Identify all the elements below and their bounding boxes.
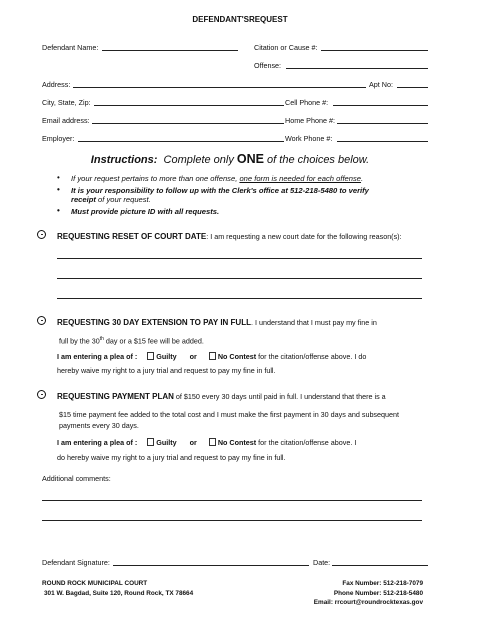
signature-label: Defendant Signature: (42, 558, 110, 567)
reason-line-2[interactable] (57, 278, 422, 279)
date-label: Date: (313, 558, 331, 567)
section2-guilty-label: Guilty (156, 352, 177, 361)
address-label: Address: (42, 80, 71, 89)
citation-field[interactable] (321, 50, 428, 51)
section2-line2 (59, 336, 204, 345)
section2-heading-line (57, 318, 377, 327)
bullet-3 (57, 206, 220, 216)
work-phone-field[interactable] (337, 141, 428, 142)
city-field[interactable] (94, 105, 284, 106)
reason-line-1[interactable] (57, 258, 422, 259)
work-phone-label: Work Phone #: (285, 134, 333, 143)
apt-label: Apt No: (369, 80, 393, 89)
section3-heading-line (57, 392, 386, 401)
bullet-1 (57, 173, 364, 183)
bullet-2-receipt: receipt (71, 195, 96, 204)
citation-label: Citation or Cause #: (254, 43, 318, 52)
bullet-1-underlined: one form is needed for each offense (239, 174, 362, 183)
section2-line2-a: full by the 30 (59, 336, 100, 346)
form-title: DEFENDANT'SREQUEST (192, 15, 288, 24)
section2-text: . I understand that I must pay my fine in (250, 318, 377, 327)
extension-radio[interactable] (37, 316, 46, 325)
cell-field[interactable] (333, 105, 428, 106)
bullet-dot-icon: • (57, 206, 60, 215)
date-field[interactable] (332, 565, 428, 566)
section2-plea-rest: for the citation/offense above. I do (256, 352, 367, 361)
section2-line2-b: day or a $15 fee will be added. (103, 336, 204, 346)
defendant-name-label: Defendant Name: (42, 43, 99, 52)
bullet-1-text: If your request pertains to more than one offense, (71, 174, 240, 183)
bullet-2-cont (71, 195, 151, 204)
section3-text: of $150 every 30 days until paid in full. I understand that there is a (173, 392, 386, 401)
section2-plea-label: I am entering a plea of : (57, 352, 138, 361)
city-label: City, State, Zip: (42, 98, 91, 107)
section1-heading: REQUESTING RESET OF COURT DATE (57, 232, 207, 241)
section2-line2-sup: th (99, 336, 104, 342)
section3-guilty-checkbox[interactable] (147, 438, 154, 446)
bullet-2 (57, 185, 369, 195)
payment-plan-radio[interactable] (37, 390, 46, 399)
email-label: Email address: (42, 116, 90, 125)
section2-plea (57, 352, 366, 361)
instructions (0, 152, 460, 166)
section3-line5: do hereby waive my right to a jury trial and request to pay my fine in full. (57, 453, 286, 462)
section3-plea-label: I am entering a plea of : (57, 438, 138, 447)
home-phone-label: Home Phone #: (285, 116, 335, 125)
section2-or: or (189, 352, 197, 361)
instructions-one: ONE (236, 152, 264, 166)
section3-guilty-label: Guilty (156, 438, 177, 447)
section1-text: : I am requesting a new court date for the following reason(s): (206, 232, 402, 241)
section2-line4: hereby waive my right to a jury trial and request to pay my fine in full. (57, 366, 276, 375)
section3-plea (57, 438, 356, 447)
instructions-middle: Complete only (157, 154, 237, 166)
cell-label: Cell Phone #: (285, 98, 329, 107)
address-field[interactable] (73, 87, 366, 88)
section2-nolo-checkbox[interactable] (209, 352, 216, 360)
court-name: ROUND ROCK MUNICIPAL COURT (42, 580, 148, 587)
reset-court-date-radio[interactable] (37, 230, 46, 239)
section3-line2: $15 time payment fee added to the total cost and I must make the first payment in 30 days and subsequent (59, 410, 400, 419)
section3-line3: payments every 30 days. (59, 421, 139, 430)
bullet-2-text: It is your responsibility to follow up with the Clerk's office at 512-218-5480 to verify (71, 186, 369, 195)
section3-plea-rest: for the citation/offense above. I (256, 438, 357, 447)
section3-or: or (189, 438, 197, 447)
home-phone-field[interactable] (337, 123, 428, 124)
fax-number: Fax Number: 512-218-7079 (342, 580, 423, 587)
section2-guilty-checkbox[interactable] (147, 352, 154, 360)
court-email[interactable]: Email: rrcourt@roundrocktexas.gov (313, 599, 423, 606)
section2-nolo-label: No Contest (217, 352, 257, 361)
reason-line-3[interactable] (57, 298, 422, 299)
court-address: 301 W. Bagdad, Suite 120, Round Rock, TX 78664 (44, 590, 194, 597)
defendant-name-field[interactable] (102, 50, 238, 51)
phone-number: Phone Number: 512-218-5480 (333, 590, 423, 597)
bullet-dot-icon: • (57, 185, 60, 194)
bullet-dot-icon: • (57, 173, 60, 182)
offense-field[interactable] (286, 68, 428, 69)
bullet-3-text: Must provide picture ID with all requests. (71, 207, 220, 216)
bullet-1-end: . (361, 174, 364, 183)
signature-field[interactable] (113, 565, 309, 566)
section1-heading-line (57, 232, 402, 241)
section3-heading: REQUESTING PAYMENT PLAN (57, 392, 174, 401)
offense-label: Offense: (254, 61, 282, 70)
bullet-2-end: of your request. (95, 195, 151, 204)
section2-heading: REQUESTING 30 DAY EXTENSION TO PAY IN FULL (57, 318, 251, 327)
instructions-prefix: Instructions: (90, 154, 158, 166)
employer-field[interactable] (78, 141, 284, 142)
email-field[interactable] (92, 123, 284, 124)
employer-label: Employer: (42, 134, 75, 143)
comments-line-1[interactable] (42, 500, 422, 501)
apt-field[interactable] (397, 87, 428, 88)
section3-nolo-checkbox[interactable] (209, 438, 216, 446)
instructions-suffix: of the choices below. (264, 154, 370, 166)
section3-nolo-label: No Contest (217, 438, 257, 447)
additional-comments-label: Additional comments: (42, 474, 111, 483)
comments-line-2[interactable] (42, 520, 422, 521)
